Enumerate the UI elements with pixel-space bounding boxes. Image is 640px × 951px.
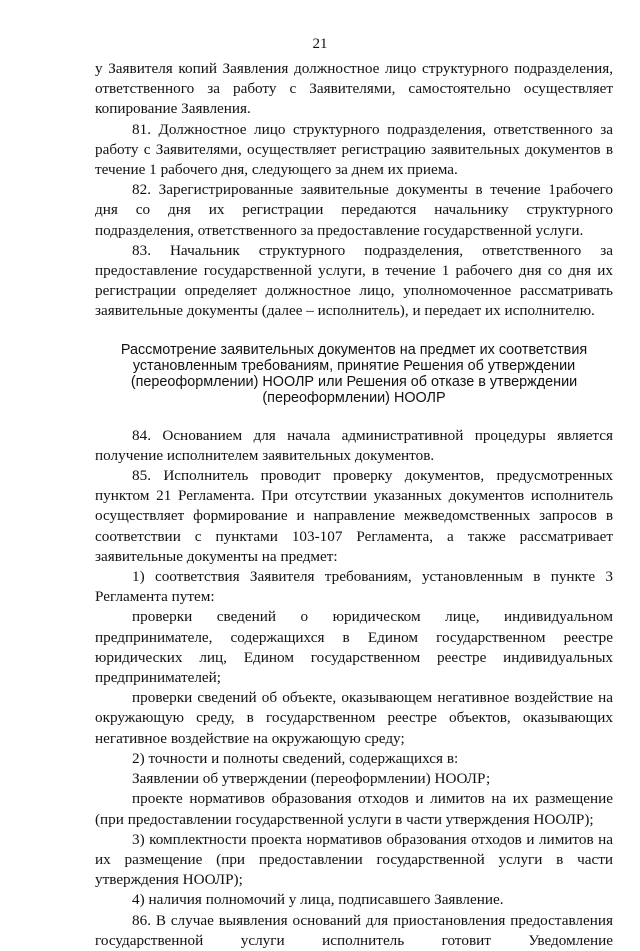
list-subitem-application: Заявлении об утверждении (переоформлении) НООЛР; <box>132 770 491 788</box>
list-item-2: 2) точности и полноты сведений, содержащихся в: <box>132 749 459 767</box>
list-item-1: 1) соответствия Заявителя требованиям, установленным в пункте 3 Регламента путем: <box>95 568 613 606</box>
paragraph-continuation: у Заявителя копий Заявления должностное лицо структурного подразделения, ответственного за работу с Заявителями, самостоятельно осуществляет копирование Заявления. <box>95 60 613 118</box>
paragraph-85: 85. Исполнитель проводит проверку документов, предусмотренных пунктом 21 Регламента. При отсутствии указанных документов исполнитель осуществляет формирование и направление межведомственных запросов в соответствии с пунктами 103-107 Регламента, а также рассматривает заявительные документы на предмет: <box>95 467 613 565</box>
list-item-4: 4) наличия полномочий у лица, подписавшего Заявление. <box>132 891 504 909</box>
paragraph-82: 82. Зарегистрированные заявительные документы в течение 1рабочего дня со дня их регистрации передаются начальнику структурного подразделения, ответственного за предоставление государственной услуги. <box>95 181 613 239</box>
page-number: 21 <box>312 36 328 52</box>
paragraph-86: 86. В случае выявления оснований для приостановления предоставления государственной услуги исполнитель готовит Уведомление <box>95 911 613 949</box>
section-heading: Рассмотрение заявительных документов на предмет их соответствия установленным требованиям, принятие Решения об утверждении (переоформлении) НООЛР или Решения об отказе в утверждении (переоформлении) НООЛР <box>120 341 588 406</box>
list-item-3: 3) комплектности проекта нормативов образования отходов и лимитов на их размещение (при предоставлении государственной услуги в части утверждения НООЛР); <box>95 830 613 889</box>
list-subitem-object-check: проверки сведений об объекте, оказывающем негативное воздействие на окружающую среду, в государственном реестре объектов, оказывающих негативное воздействие на окружающую среду; <box>95 689 613 747</box>
list-subitem-project: проекте нормативов образования отходов и лимитов на их размещение (при предоставлении государственной услуги в части утверждения НООЛР); <box>95 790 613 828</box>
paragraph-83: 83. Начальник структурного подразделения, ответственного за предоставление государственной услуги, в течение 1 рабочего дня со дня их регистрации определяет должностное лицо, уполномоченное рассматривать заявительные документы (далее – исполнитель), и передает их исполнителю. <box>95 241 613 320</box>
paragraph-81: 81. Должностное лицо структурного подразделения, ответственного за работу с Заявителями, осуществляет регистрацию заявительных документов в течение 1 рабочего дня, следующего за днем их приема. <box>95 120 613 179</box>
document-body <box>95 59 613 951</box>
paragraph-84: 84. Основанием для начала административной процедуры является получение исполнителем заявительных документов. <box>95 426 613 464</box>
list-subitem-legal-entity-check: проверки сведений о юридическом лице, индивидуальном предпринимателе, содержащихся в Едином государственном реестре юридических лиц, Едином государственном реестре индивидуальных предпринимателей; <box>95 608 613 687</box>
